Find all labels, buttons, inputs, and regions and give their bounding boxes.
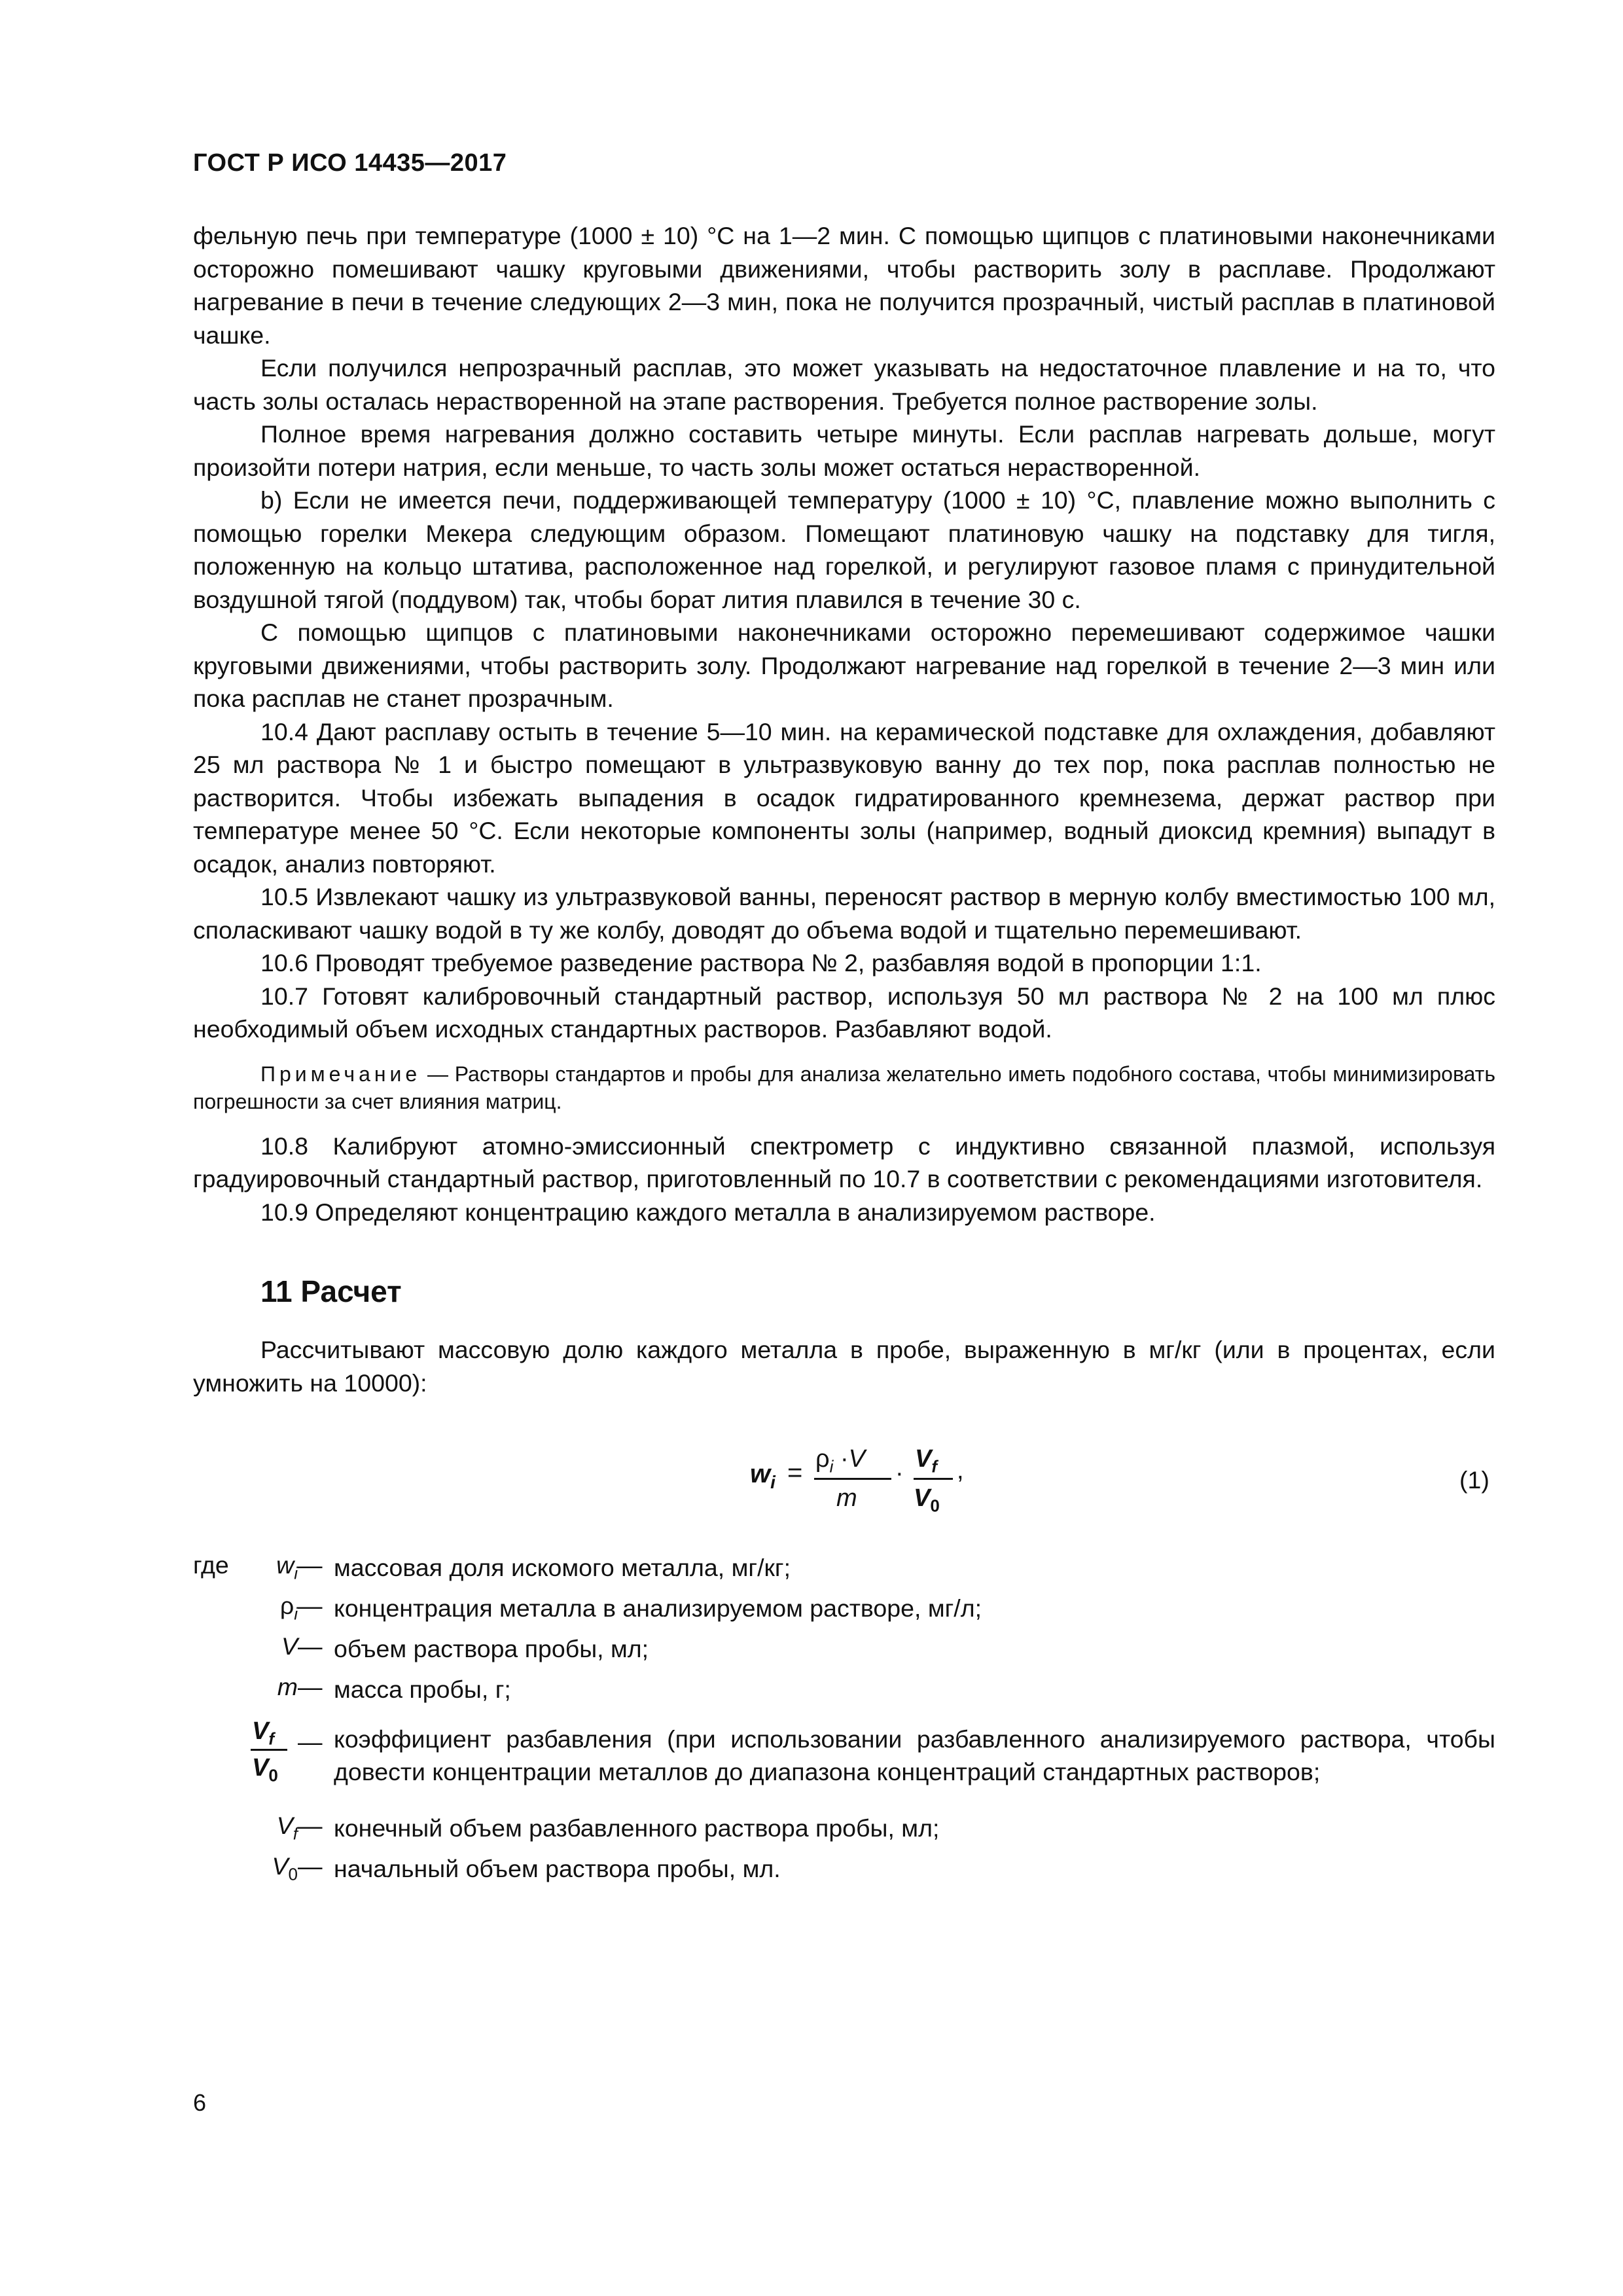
section-title: 11 Расчет	[260, 1274, 402, 1308]
where-symbol: $V_0$	[272, 1852, 298, 1884]
where-symbol-fraction: $V_f$ $V_0$	[251, 1717, 290, 1789]
where-description: конечный объем разбавленного раствора пробы, мл;	[334, 1814, 940, 1842]
paragraph: Полное время нагревания должно составить четыре минуты. Если расплав нагревать дольше, могут произойти потери натрия, если меньше, то часть золы может остаться нерастворенной.	[193, 420, 1495, 481]
where-item: m — масса пробы, г;	[193, 1673, 1495, 1707]
where-item: где $w_i$ — массовая доля искомого металла, мг/кг;	[193, 1551, 1495, 1585]
where-description: массовая доля искомого металла, мг/кг;	[334, 1554, 791, 1581]
paragraph: Если получился непрозрачный расплав, это может указывать на недостаточное плавление и на то, что часть золы осталась нерастворенной на этапе растворения. Требуется полное растворение золы.	[193, 354, 1495, 415]
where-description: коэффициент разбавления (при использовании разбавленного анализируемого раствора, чтобы довести концентрации металлов до диапазона концентраций стандартных растворов;	[334, 1725, 1495, 1785]
formula-numerator-1: $\rho_i \cdot V$	[815, 1445, 865, 1477]
note	[193, 1060, 1495, 1115]
formula-multiply: ·	[895, 1460, 904, 1487]
where-symbol: V	[281, 1632, 298, 1660]
formula-lhs: $w_i$	[750, 1460, 776, 1492]
paragraph: фельную печь при температуре (1000 ± 10) °С на 1—2 мин. С помощью щипцов с платиновыми наконечниками осторожно помешивают чашку круговыми движениями, чтобы растворить золу в расплаве. Продолжают нагревание в печи в течение следующих 2—3 мин, пока не получится прозрачный, чистый расплав в платиновой чашке.	[193, 222, 1495, 349]
formula-comma: ,	[957, 1457, 964, 1484]
where-description: масса пробы, г;	[334, 1676, 511, 1703]
paragraph: 10.9 Определяют концентрацию каждого металла в анализируемом растворе.	[260, 1198, 1156, 1226]
where-label: где	[193, 1551, 229, 1579]
paragraph: 10.8 Калибруют атомно-эмиссионный спектрометр с индуктивно связанной плазмой, используя градуировочный стандартный раствор, приготовленный по 10.7 в соответствии с рекомендациями изготовителя.	[193, 1132, 1495, 1193]
page-header-standard: ГОСТ Р ИСО 14435—2017	[193, 149, 507, 177]
where-symbol: $\rho_i$	[279, 1592, 298, 1624]
where-item: $V_f$ — конечный объем разбавленного раствора пробы, мл;	[193, 1812, 1495, 1846]
paragraph: С помощью щипцов с платиновыми наконечниками осторожно перемешивают содержимое чашки круговыми движениями, чтобы растворить золу. Продолжают нагревание над горелкой в течение 2—3 мин или пока расплав не станет прозрачным.	[193, 619, 1495, 712]
where-item: V — объем раствора пробы, мл;	[193, 1632, 1495, 1666]
note-label: Примечание	[260, 1062, 421, 1086]
paragraph: 10.5 Извлекают чашку из ультразвуковой ванны, переносят раствор в мерную колбу вместимостью 100 мл, споласкивают чашку водой в ту же колбу, доводят до объема водой и тщательно перемешивают.	[193, 883, 1495, 944]
body-text	[193, 219, 1495, 1399]
page-number: 6	[193, 2089, 207, 2116]
paragraph: 10.4 Дают расплаву остыть в течение 5—10 мин. на керамической подставке для охлаждения, добавляют 25 мл раствора № 1 и быстро помещают в ультразвуковую ванну до тех пор, пока расплав полностью не растворится. Чтобы избежать выпадения в осадок гидратированного кремнезема, держат раствор при температуре менее 50 °С. Если некоторые компоненты золы (например, водный диоксид кремния) выпадут в осадок, анализ повторяют.	[193, 717, 1495, 878]
where-symbol: m	[277, 1673, 298, 1700]
formula-numerator-2: $V_f$	[915, 1445, 938, 1477]
where-item: $V_0$ — начальный объем раствора пробы, мл.	[193, 1852, 1495, 1886]
where-item: $V_f$ $V_0$ — коэффициент разбавления (при использовании разбавленного анализируемого раствора, чтобы довести концентрации металлов до диапазона концентраций стандартных растворов;	[193, 1723, 1495, 1795]
note-text: — Растворы стандартов и пробы для анализа желательно иметь подобного состава, чтобы минимизировать погрешности за счет влияния матриц.	[193, 1062, 1495, 1113]
formula-equals: =	[787, 1458, 803, 1487]
where-symbol: $w_i$	[276, 1551, 298, 1583]
formula-fraction-bar	[914, 1478, 953, 1480]
paragraph: 10.7 Готовят калибровочный стандартный раствор, используя 50 мл раствора № 2 на 100 мл плюс необходимый объем исходных стандартных растворов. Разбавляют водой.	[193, 982, 1495, 1043]
where-description: начальный объем раствора пробы, мл.	[334, 1855, 781, 1882]
paragraph: b) Если не имеется печи, поддерживающей температуру (1000 ± 10) °С, плавление можно выполнить с помощью горелки Мекера следующим образом. Помещают платиновую чашку на подставку для тигля, положенную на кольцо штатива, расположенное над горелкой, и регулируют газовое пламя с принудительной воздушной тягой (поддувом) так, чтобы борат лития плавился в течение 30 с.	[193, 486, 1495, 613]
where-item: $\rho_i$ — концентрация металла в анализируемом растворе, мг/л;	[193, 1592, 1495, 1626]
where-description: объем раствора пробы, мл;	[334, 1635, 649, 1662]
where-symbol: $V_f$	[276, 1812, 298, 1844]
formula	[746, 1445, 1034, 1537]
paragraph-intro: Рассчитывают массовую долю каждого металла в пробе, выраженную в мг/кг (или в процентах, если умножить на 10000):	[193, 1336, 1495, 1397]
formula-fraction-bar	[814, 1478, 891, 1480]
formula-denominator-2: $V_0$	[914, 1484, 940, 1516]
where-description: концентрация металла в анализируемом растворе, мг/л;	[334, 1594, 982, 1622]
formula-denominator-1: m	[836, 1484, 857, 1512]
formula-number: (1)	[1459, 1466, 1489, 1494]
paragraph: 10.6 Проводят требуемое разведение раствора № 2, разбавляя водой в пропорции 1:1.	[260, 949, 1262, 977]
